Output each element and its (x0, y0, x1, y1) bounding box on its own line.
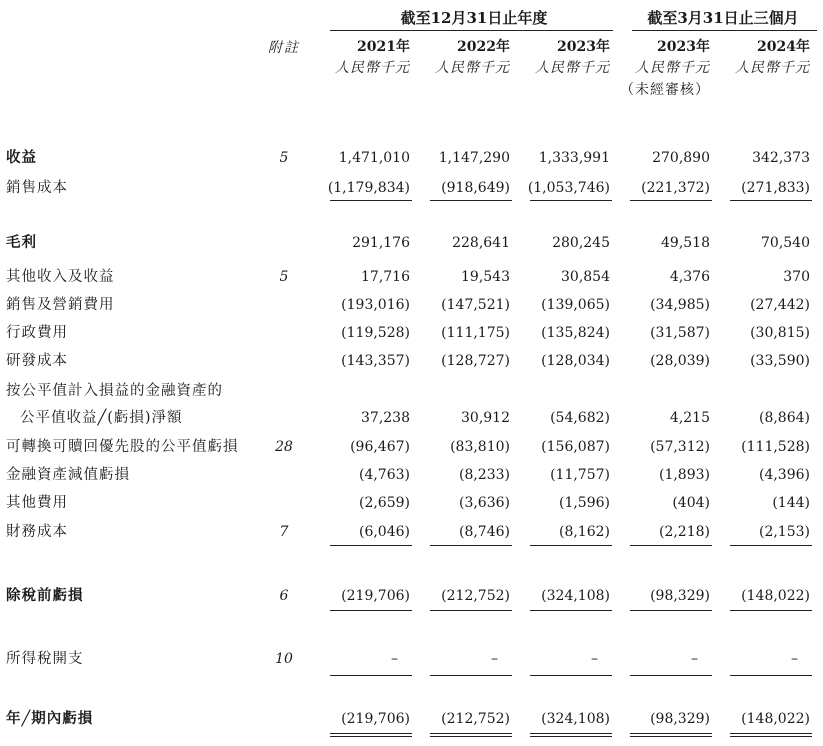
cell-value: (3,636) (458, 495, 510, 511)
row-label: 公平值收益╱(虧損)淨額 (20, 410, 183, 426)
subtotal-rule (430, 200, 512, 201)
cell-value: (212,752) (441, 588, 510, 604)
row-note-ref: 10 (275, 651, 293, 667)
cell-value: (2,659) (358, 495, 410, 511)
subtotal-rule (630, 200, 712, 201)
cell-value: (111,528) (741, 439, 810, 455)
table-row (0, 177, 823, 199)
row-note-ref: 28 (275, 439, 293, 455)
cell-value: (8,162) (558, 524, 610, 540)
cell-value: (8,864) (758, 410, 810, 426)
cell-value: (148,022) (741, 588, 810, 604)
cell-value: 49,518 (661, 235, 710, 251)
table-row (0, 294, 823, 316)
row-note-ref: 7 (279, 524, 289, 540)
table-row (0, 350, 823, 372)
subtotal-rule (530, 200, 612, 201)
cell-value: (148,022) (741, 711, 810, 727)
cell-value: (143,357) (341, 353, 410, 369)
cell-value: (271,833) (741, 180, 810, 196)
total-double-rule (730, 733, 812, 737)
cell-value: (31,587) (650, 325, 710, 341)
cell-value: – (491, 651, 498, 667)
table-row (0, 380, 823, 402)
row-note-ref: 5 (279, 150, 289, 166)
table-row (0, 147, 823, 169)
column-header-2023 (518, 37, 610, 79)
cell-value: – (391, 651, 398, 667)
column-year: 2023年 (657, 39, 710, 55)
cell-value: – (591, 651, 598, 667)
cell-value: (1,596) (558, 495, 610, 511)
cell-value: 228,641 (452, 235, 510, 251)
cell-value: (2,153) (758, 524, 810, 540)
cell-value: (11,757) (550, 467, 610, 483)
table-row (0, 648, 823, 670)
column-header-2022 (418, 37, 510, 79)
cell-value: (139,065) (541, 297, 610, 313)
cell-value: 1,471,010 (338, 150, 410, 166)
table-row (0, 708, 823, 730)
table-row (0, 585, 823, 607)
cell-value: (119,528) (341, 325, 410, 341)
column-unit: 人民幣千元 (635, 60, 710, 76)
cell-value: (1,893) (658, 467, 710, 483)
cell-value: (221,372) (641, 180, 710, 196)
total-double-rule (330, 733, 412, 737)
row-label: 其他費用 (6, 495, 68, 511)
cell-value: 291,176 (352, 235, 410, 251)
subtotal-rule (730, 610, 812, 611)
subtotal-rule (530, 545, 612, 546)
table-row (0, 407, 823, 429)
column-year: 2022年 (457, 39, 510, 55)
cell-value: 4,376 (669, 269, 710, 285)
cell-value: (96,467) (350, 439, 410, 455)
note-column-header: 附註 (268, 40, 300, 56)
cell-value: (2,218) (658, 524, 710, 540)
cell-value: (918,649) (441, 180, 510, 196)
column-year: 2023年 (557, 39, 610, 55)
cell-value: (219,706) (341, 588, 410, 604)
row-label: 所得稅開支 (6, 651, 84, 667)
cell-value: (147,521) (441, 297, 510, 313)
cell-value: 1,333,991 (538, 150, 610, 166)
column-year: 2024年 (757, 39, 810, 55)
column-unit: 人民幣千元 (335, 60, 410, 76)
subtotal-rule (630, 675, 712, 676)
row-note-ref: 5 (279, 269, 289, 285)
subtotal-rule (330, 610, 412, 611)
cell-value: (324,108) (541, 588, 610, 604)
cell-value: (4,763) (358, 467, 410, 483)
table-row (0, 266, 823, 288)
cell-value: (404) (672, 495, 710, 511)
cell-value: (144) (772, 495, 810, 511)
cell-value: 37,238 (361, 410, 410, 426)
cell-value: 4,215 (669, 410, 710, 426)
table-row (0, 436, 823, 458)
cell-value: 30,854 (561, 269, 610, 285)
subtotal-rule (330, 200, 412, 201)
cell-value: 17,716 (361, 269, 410, 285)
table-row (0, 322, 823, 344)
cell-value: (1,053,746) (527, 180, 610, 196)
cell-value: (28,039) (650, 353, 710, 369)
cell-value: 342,373 (752, 150, 810, 166)
cell-value: (98,329) (650, 711, 710, 727)
cell-value: (212,752) (441, 711, 510, 727)
group-header-annual: 截至12月31日止年度 (400, 9, 548, 27)
row-label: 財務成本 (6, 524, 68, 540)
cell-value: (324,108) (541, 711, 610, 727)
cell-value: (33,590) (750, 353, 810, 369)
subtotal-rule (730, 545, 812, 546)
cell-value: 70,540 (761, 235, 810, 251)
cell-value: (156,087) (541, 439, 610, 455)
column-header-2024-q1 (718, 37, 810, 79)
subtotal-rule (430, 545, 512, 546)
cell-value: (135,824) (541, 325, 610, 341)
subtotal-rule (330, 545, 412, 546)
row-label: 除稅前虧損 (6, 587, 84, 604)
cell-value: (54,682) (550, 410, 610, 426)
subtotal-rule (730, 675, 812, 676)
subtotal-rule (630, 545, 712, 546)
cell-value: (8,233) (458, 467, 510, 483)
group-header-quarter: 截至3月31日止三個月 (647, 9, 799, 27)
row-label: 行政費用 (6, 325, 68, 341)
row-label: 可轉換可贖回優先股的公平值虧損 (6, 439, 239, 455)
cell-value: (34,985) (650, 297, 710, 313)
subtotal-rule (530, 675, 612, 676)
row-label: 銷售成本 (6, 180, 68, 196)
row-label: 毛利 (6, 234, 37, 251)
cell-value: 19,543 (461, 269, 510, 285)
total-double-rule (530, 733, 612, 737)
cell-value: (8,746) (458, 524, 510, 540)
row-label: 收益 (6, 149, 37, 166)
cell-value: (128,034) (541, 353, 610, 369)
column-unit: 人民幣千元 (535, 60, 610, 76)
cell-value: (30,815) (750, 325, 810, 341)
cell-value: (6,046) (358, 524, 410, 540)
row-label: 按公平值計入損益的金融資產的 (6, 383, 223, 399)
subtotal-rule (630, 610, 712, 611)
cell-value: – (791, 651, 798, 667)
cell-value: – (691, 651, 698, 667)
row-note-ref: 6 (279, 588, 289, 604)
column-unit: 人民幣千元 (735, 60, 810, 76)
column-unit: 人民幣千元 (435, 60, 510, 76)
total-double-rule (430, 733, 512, 737)
subtotal-rule (330, 675, 412, 676)
cell-value: (98,329) (650, 588, 710, 604)
subtotal-rule (730, 200, 812, 201)
cell-value: (111,175) (441, 325, 510, 341)
cell-value: 30,912 (461, 410, 510, 426)
cell-value: (219,706) (341, 711, 410, 727)
column-header-2021 (318, 37, 410, 79)
group-header-annual-rule (330, 30, 613, 31)
row-label: 銷售及營銷費用 (6, 297, 115, 313)
subtotal-rule (430, 610, 512, 611)
row-label: 研發成本 (6, 353, 68, 369)
cell-value: (193,016) (341, 297, 410, 313)
cell-value: 1,147,290 (438, 150, 510, 166)
table-row (0, 464, 823, 486)
column-unaudited-note: （未經審核） (620, 82, 710, 98)
row-label: 其他收入及收益 (6, 269, 115, 285)
cell-value: (1,179,834) (327, 180, 410, 196)
cell-value: (57,312) (650, 439, 710, 455)
subtotal-rule (530, 610, 612, 611)
cell-value: 370 (783, 269, 810, 285)
row-label: 金融資產減值虧損 (6, 467, 130, 483)
cell-value: (27,442) (750, 297, 810, 313)
table-row (0, 521, 823, 543)
total-double-rule (630, 733, 712, 737)
column-year: 2021年 (357, 39, 410, 55)
subtotal-rule (430, 675, 512, 676)
cell-value: (83,810) (450, 439, 510, 455)
cell-value: (4,396) (758, 467, 810, 483)
table-row (0, 232, 823, 254)
group-header-quarter-rule (632, 30, 817, 31)
cell-value: 270,890 (652, 150, 710, 166)
table-row (0, 492, 823, 514)
row-label: 年╱期內虧損 (6, 710, 94, 727)
cell-value: 280,245 (552, 235, 610, 251)
cell-value: (128,727) (441, 353, 510, 369)
column-header-2023-q1 (618, 37, 710, 101)
